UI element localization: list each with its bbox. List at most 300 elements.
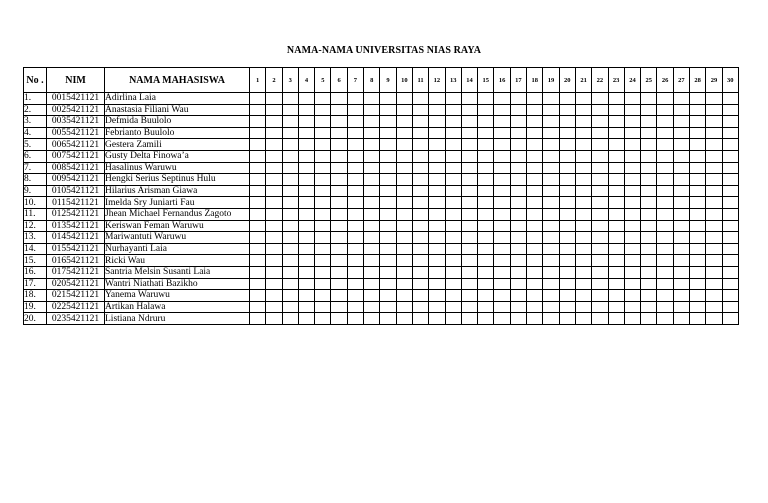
attendance-cell[interactable] bbox=[298, 104, 314, 116]
attendance-cell[interactable] bbox=[445, 174, 461, 186]
attendance-cell[interactable] bbox=[592, 290, 608, 302]
attendance-cell[interactable] bbox=[445, 127, 461, 139]
attendance-cell[interactable] bbox=[575, 232, 591, 244]
attendance-cell[interactable] bbox=[543, 185, 559, 197]
attendance-cell[interactable] bbox=[396, 243, 412, 255]
attendance-cell[interactable] bbox=[396, 150, 412, 162]
attendance-cell[interactable] bbox=[673, 116, 689, 128]
attendance-cell[interactable] bbox=[722, 93, 738, 105]
attendance-cell[interactable] bbox=[706, 139, 722, 151]
attendance-cell[interactable] bbox=[657, 266, 673, 278]
attendance-cell[interactable] bbox=[624, 116, 640, 128]
attendance-cell[interactable] bbox=[641, 301, 657, 313]
attendance-cell[interactable] bbox=[706, 116, 722, 128]
attendance-cell[interactable] bbox=[282, 139, 298, 151]
attendance-cell[interactable] bbox=[527, 174, 543, 186]
attendance-cell[interactable] bbox=[608, 197, 624, 209]
attendance-cell[interactable] bbox=[608, 185, 624, 197]
attendance-cell[interactable] bbox=[396, 278, 412, 290]
attendance-cell[interactable] bbox=[331, 150, 347, 162]
attendance-cell[interactable] bbox=[510, 162, 526, 174]
attendance-cell[interactable] bbox=[396, 313, 412, 325]
attendance-cell[interactable] bbox=[657, 278, 673, 290]
attendance-cell[interactable] bbox=[641, 220, 657, 232]
attendance-cell[interactable] bbox=[722, 116, 738, 128]
attendance-cell[interactable] bbox=[282, 185, 298, 197]
attendance-cell[interactable] bbox=[543, 208, 559, 220]
attendance-cell[interactable] bbox=[250, 174, 266, 186]
attendance-cell[interactable] bbox=[429, 290, 445, 302]
attendance-cell[interactable] bbox=[282, 93, 298, 105]
attendance-cell[interactable] bbox=[347, 243, 363, 255]
attendance-cell[interactable] bbox=[706, 93, 722, 105]
attendance-cell[interactable] bbox=[445, 139, 461, 151]
attendance-cell[interactable] bbox=[641, 174, 657, 186]
attendance-cell[interactable] bbox=[592, 208, 608, 220]
attendance-cell[interactable] bbox=[331, 290, 347, 302]
attendance-cell[interactable] bbox=[315, 116, 331, 128]
attendance-cell[interactable] bbox=[478, 208, 494, 220]
attendance-cell[interactable] bbox=[510, 266, 526, 278]
attendance-cell[interactable] bbox=[445, 232, 461, 244]
attendance-cell[interactable] bbox=[478, 185, 494, 197]
attendance-cell[interactable] bbox=[706, 220, 722, 232]
attendance-cell[interactable] bbox=[331, 174, 347, 186]
attendance-cell[interactable] bbox=[543, 139, 559, 151]
attendance-cell[interactable] bbox=[624, 185, 640, 197]
attendance-cell[interactable] bbox=[331, 208, 347, 220]
attendance-cell[interactable] bbox=[315, 220, 331, 232]
attendance-cell[interactable] bbox=[559, 255, 575, 267]
attendance-cell[interactable] bbox=[624, 208, 640, 220]
attendance-cell[interactable] bbox=[461, 208, 477, 220]
attendance-cell[interactable] bbox=[673, 278, 689, 290]
attendance-cell[interactable] bbox=[412, 127, 428, 139]
attendance-cell[interactable] bbox=[315, 150, 331, 162]
attendance-cell[interactable] bbox=[298, 150, 314, 162]
attendance-cell[interactable] bbox=[445, 185, 461, 197]
attendance-cell[interactable] bbox=[250, 185, 266, 197]
attendance-cell[interactable] bbox=[298, 208, 314, 220]
attendance-cell[interactable] bbox=[543, 301, 559, 313]
attendance-cell[interactable] bbox=[641, 104, 657, 116]
attendance-cell[interactable] bbox=[396, 266, 412, 278]
attendance-cell[interactable] bbox=[266, 104, 282, 116]
attendance-cell[interactable] bbox=[429, 301, 445, 313]
attendance-cell[interactable] bbox=[657, 93, 673, 105]
attendance-cell[interactable] bbox=[494, 220, 510, 232]
attendance-cell[interactable] bbox=[543, 313, 559, 325]
attendance-cell[interactable] bbox=[575, 301, 591, 313]
attendance-cell[interactable] bbox=[315, 127, 331, 139]
attendance-cell[interactable] bbox=[364, 93, 380, 105]
attendance-cell[interactable] bbox=[608, 208, 624, 220]
attendance-cell[interactable] bbox=[706, 301, 722, 313]
attendance-cell[interactable] bbox=[282, 127, 298, 139]
attendance-cell[interactable] bbox=[250, 162, 266, 174]
attendance-cell[interactable] bbox=[657, 232, 673, 244]
attendance-cell[interactable] bbox=[380, 150, 396, 162]
attendance-cell[interactable] bbox=[706, 313, 722, 325]
attendance-cell[interactable] bbox=[315, 243, 331, 255]
attendance-cell[interactable] bbox=[527, 301, 543, 313]
attendance-cell[interactable] bbox=[494, 197, 510, 209]
attendance-cell[interactable] bbox=[282, 197, 298, 209]
attendance-cell[interactable] bbox=[364, 290, 380, 302]
attendance-cell[interactable] bbox=[559, 139, 575, 151]
attendance-cell[interactable] bbox=[347, 162, 363, 174]
attendance-cell[interactable] bbox=[282, 208, 298, 220]
attendance-cell[interactable] bbox=[396, 208, 412, 220]
attendance-cell[interactable] bbox=[347, 150, 363, 162]
attendance-cell[interactable] bbox=[266, 197, 282, 209]
attendance-cell[interactable] bbox=[412, 185, 428, 197]
attendance-cell[interactable] bbox=[250, 150, 266, 162]
attendance-cell[interactable] bbox=[282, 104, 298, 116]
attendance-cell[interactable] bbox=[266, 290, 282, 302]
attendance-cell[interactable] bbox=[722, 232, 738, 244]
attendance-cell[interactable] bbox=[543, 197, 559, 209]
attendance-cell[interactable] bbox=[331, 93, 347, 105]
attendance-cell[interactable] bbox=[250, 104, 266, 116]
attendance-cell[interactable] bbox=[380, 220, 396, 232]
attendance-cell[interactable] bbox=[722, 150, 738, 162]
attendance-cell[interactable] bbox=[722, 243, 738, 255]
attendance-cell[interactable] bbox=[412, 290, 428, 302]
attendance-cell[interactable] bbox=[543, 266, 559, 278]
attendance-cell[interactable] bbox=[706, 290, 722, 302]
attendance-cell[interactable] bbox=[250, 232, 266, 244]
attendance-cell[interactable] bbox=[673, 290, 689, 302]
attendance-cell[interactable] bbox=[461, 255, 477, 267]
attendance-cell[interactable] bbox=[624, 278, 640, 290]
attendance-cell[interactable] bbox=[266, 255, 282, 267]
attendance-cell[interactable] bbox=[396, 116, 412, 128]
attendance-cell[interactable] bbox=[673, 243, 689, 255]
attendance-cell[interactable] bbox=[331, 127, 347, 139]
attendance-cell[interactable] bbox=[657, 150, 673, 162]
attendance-cell[interactable] bbox=[722, 174, 738, 186]
attendance-cell[interactable] bbox=[461, 243, 477, 255]
attendance-cell[interactable] bbox=[624, 220, 640, 232]
attendance-cell[interactable] bbox=[364, 185, 380, 197]
attendance-cell[interactable] bbox=[412, 301, 428, 313]
attendance-cell[interactable] bbox=[559, 208, 575, 220]
attendance-cell[interactable] bbox=[722, 278, 738, 290]
attendance-cell[interactable] bbox=[494, 313, 510, 325]
attendance-cell[interactable] bbox=[592, 243, 608, 255]
attendance-cell[interactable] bbox=[543, 278, 559, 290]
attendance-cell[interactable] bbox=[624, 104, 640, 116]
attendance-cell[interactable] bbox=[706, 104, 722, 116]
attendance-cell[interactable] bbox=[461, 266, 477, 278]
attendance-cell[interactable] bbox=[575, 197, 591, 209]
attendance-cell[interactable] bbox=[527, 278, 543, 290]
attendance-cell[interactable] bbox=[673, 185, 689, 197]
attendance-cell[interactable] bbox=[478, 266, 494, 278]
attendance-cell[interactable] bbox=[543, 116, 559, 128]
attendance-cell[interactable] bbox=[250, 93, 266, 105]
attendance-cell[interactable] bbox=[298, 255, 314, 267]
attendance-cell[interactable] bbox=[298, 116, 314, 128]
attendance-cell[interactable] bbox=[592, 301, 608, 313]
attendance-cell[interactable] bbox=[608, 220, 624, 232]
attendance-cell[interactable] bbox=[412, 197, 428, 209]
attendance-cell[interactable] bbox=[657, 116, 673, 128]
attendance-cell[interactable] bbox=[364, 220, 380, 232]
attendance-cell[interactable] bbox=[722, 197, 738, 209]
attendance-cell[interactable] bbox=[575, 266, 591, 278]
attendance-cell[interactable] bbox=[266, 139, 282, 151]
attendance-cell[interactable] bbox=[266, 266, 282, 278]
attendance-cell[interactable] bbox=[250, 116, 266, 128]
attendance-cell[interactable] bbox=[298, 93, 314, 105]
attendance-cell[interactable] bbox=[575, 116, 591, 128]
attendance-cell[interactable] bbox=[592, 232, 608, 244]
attendance-cell[interactable] bbox=[429, 150, 445, 162]
attendance-cell[interactable] bbox=[347, 301, 363, 313]
attendance-cell[interactable] bbox=[657, 255, 673, 267]
attendance-cell[interactable] bbox=[380, 104, 396, 116]
attendance-cell[interactable] bbox=[331, 220, 347, 232]
attendance-cell[interactable] bbox=[527, 139, 543, 151]
attendance-cell[interactable] bbox=[364, 139, 380, 151]
attendance-cell[interactable] bbox=[575, 255, 591, 267]
attendance-cell[interactable] bbox=[722, 104, 738, 116]
attendance-cell[interactable] bbox=[266, 301, 282, 313]
attendance-cell[interactable] bbox=[380, 313, 396, 325]
attendance-cell[interactable] bbox=[543, 243, 559, 255]
attendance-cell[interactable] bbox=[722, 255, 738, 267]
attendance-cell[interactable] bbox=[575, 208, 591, 220]
attendance-cell[interactable] bbox=[315, 208, 331, 220]
attendance-cell[interactable] bbox=[364, 301, 380, 313]
attendance-cell[interactable] bbox=[543, 290, 559, 302]
attendance-cell[interactable] bbox=[380, 127, 396, 139]
attendance-cell[interactable] bbox=[641, 93, 657, 105]
attendance-cell[interactable] bbox=[331, 232, 347, 244]
attendance-cell[interactable] bbox=[494, 150, 510, 162]
attendance-cell[interactable] bbox=[559, 220, 575, 232]
attendance-cell[interactable] bbox=[380, 208, 396, 220]
attendance-cell[interactable] bbox=[429, 127, 445, 139]
attendance-cell[interactable] bbox=[364, 150, 380, 162]
attendance-cell[interactable] bbox=[445, 301, 461, 313]
attendance-cell[interactable] bbox=[706, 174, 722, 186]
attendance-cell[interactable] bbox=[396, 220, 412, 232]
attendance-cell[interactable] bbox=[624, 255, 640, 267]
attendance-cell[interactable] bbox=[380, 162, 396, 174]
attendance-cell[interactable] bbox=[250, 127, 266, 139]
attendance-cell[interactable] bbox=[380, 266, 396, 278]
attendance-cell[interactable] bbox=[592, 313, 608, 325]
attendance-cell[interactable] bbox=[364, 174, 380, 186]
attendance-cell[interactable] bbox=[380, 174, 396, 186]
attendance-cell[interactable] bbox=[510, 116, 526, 128]
attendance-cell[interactable] bbox=[510, 139, 526, 151]
attendance-cell[interactable] bbox=[478, 162, 494, 174]
attendance-cell[interactable] bbox=[347, 266, 363, 278]
attendance-cell[interactable] bbox=[559, 127, 575, 139]
attendance-cell[interactable] bbox=[592, 139, 608, 151]
attendance-cell[interactable] bbox=[559, 266, 575, 278]
attendance-cell[interactable] bbox=[396, 162, 412, 174]
attendance-cell[interactable] bbox=[722, 139, 738, 151]
attendance-cell[interactable] bbox=[315, 313, 331, 325]
attendance-cell[interactable] bbox=[494, 104, 510, 116]
attendance-cell[interactable] bbox=[543, 104, 559, 116]
attendance-cell[interactable] bbox=[282, 174, 298, 186]
attendance-cell[interactable] bbox=[478, 278, 494, 290]
attendance-cell[interactable] bbox=[657, 185, 673, 197]
attendance-cell[interactable] bbox=[690, 150, 706, 162]
attendance-cell[interactable] bbox=[624, 162, 640, 174]
attendance-cell[interactable] bbox=[412, 278, 428, 290]
attendance-cell[interactable] bbox=[575, 290, 591, 302]
attendance-cell[interactable] bbox=[559, 197, 575, 209]
attendance-cell[interactable] bbox=[575, 243, 591, 255]
attendance-cell[interactable] bbox=[559, 243, 575, 255]
attendance-cell[interactable] bbox=[478, 139, 494, 151]
attendance-cell[interactable] bbox=[250, 278, 266, 290]
attendance-cell[interactable] bbox=[543, 220, 559, 232]
attendance-cell[interactable] bbox=[494, 301, 510, 313]
attendance-cell[interactable] bbox=[706, 232, 722, 244]
attendance-cell[interactable] bbox=[315, 301, 331, 313]
attendance-cell[interactable] bbox=[380, 243, 396, 255]
attendance-cell[interactable] bbox=[575, 220, 591, 232]
attendance-cell[interactable] bbox=[494, 174, 510, 186]
attendance-cell[interactable] bbox=[380, 278, 396, 290]
attendance-cell[interactable] bbox=[592, 162, 608, 174]
attendance-cell[interactable] bbox=[624, 139, 640, 151]
attendance-cell[interactable] bbox=[315, 197, 331, 209]
attendance-cell[interactable] bbox=[315, 290, 331, 302]
attendance-cell[interactable] bbox=[494, 243, 510, 255]
attendance-cell[interactable] bbox=[315, 255, 331, 267]
attendance-cell[interactable] bbox=[396, 104, 412, 116]
attendance-cell[interactable] bbox=[608, 139, 624, 151]
attendance-cell[interactable] bbox=[478, 290, 494, 302]
attendance-cell[interactable] bbox=[690, 185, 706, 197]
attendance-cell[interactable] bbox=[347, 104, 363, 116]
attendance-cell[interactable] bbox=[641, 208, 657, 220]
attendance-cell[interactable] bbox=[657, 290, 673, 302]
attendance-cell[interactable] bbox=[445, 116, 461, 128]
attendance-cell[interactable] bbox=[331, 139, 347, 151]
attendance-cell[interactable] bbox=[575, 174, 591, 186]
attendance-cell[interactable] bbox=[527, 185, 543, 197]
attendance-cell[interactable] bbox=[559, 290, 575, 302]
attendance-cell[interactable] bbox=[624, 93, 640, 105]
attendance-cell[interactable] bbox=[266, 162, 282, 174]
attendance-cell[interactable] bbox=[364, 162, 380, 174]
attendance-cell[interactable] bbox=[412, 255, 428, 267]
attendance-cell[interactable] bbox=[282, 301, 298, 313]
attendance-cell[interactable] bbox=[527, 104, 543, 116]
attendance-cell[interactable] bbox=[641, 243, 657, 255]
attendance-cell[interactable] bbox=[592, 266, 608, 278]
attendance-cell[interactable] bbox=[445, 255, 461, 267]
attendance-cell[interactable] bbox=[690, 290, 706, 302]
attendance-cell[interactable] bbox=[461, 162, 477, 174]
attendance-cell[interactable] bbox=[510, 313, 526, 325]
attendance-cell[interactable] bbox=[380, 301, 396, 313]
attendance-cell[interactable] bbox=[494, 185, 510, 197]
attendance-cell[interactable] bbox=[592, 116, 608, 128]
attendance-cell[interactable] bbox=[478, 301, 494, 313]
attendance-cell[interactable] bbox=[478, 127, 494, 139]
attendance-cell[interactable] bbox=[331, 243, 347, 255]
attendance-cell[interactable] bbox=[461, 185, 477, 197]
attendance-cell[interactable] bbox=[527, 197, 543, 209]
attendance-cell[interactable] bbox=[592, 220, 608, 232]
attendance-cell[interactable] bbox=[298, 127, 314, 139]
attendance-cell[interactable] bbox=[494, 278, 510, 290]
attendance-cell[interactable] bbox=[347, 278, 363, 290]
attendance-cell[interactable] bbox=[494, 93, 510, 105]
attendance-cell[interactable] bbox=[266, 220, 282, 232]
attendance-cell[interactable] bbox=[315, 232, 331, 244]
attendance-cell[interactable] bbox=[608, 174, 624, 186]
attendance-cell[interactable] bbox=[364, 197, 380, 209]
attendance-cell[interactable] bbox=[575, 278, 591, 290]
attendance-cell[interactable] bbox=[250, 301, 266, 313]
attendance-cell[interactable] bbox=[364, 266, 380, 278]
attendance-cell[interactable] bbox=[347, 208, 363, 220]
attendance-cell[interactable] bbox=[608, 278, 624, 290]
attendance-cell[interactable] bbox=[347, 197, 363, 209]
attendance-cell[interactable] bbox=[690, 208, 706, 220]
attendance-cell[interactable] bbox=[510, 290, 526, 302]
attendance-cell[interactable] bbox=[364, 278, 380, 290]
attendance-cell[interactable] bbox=[510, 278, 526, 290]
attendance-cell[interactable] bbox=[706, 208, 722, 220]
attendance-cell[interactable] bbox=[559, 104, 575, 116]
attendance-cell[interactable] bbox=[559, 313, 575, 325]
attendance-cell[interactable] bbox=[412, 150, 428, 162]
attendance-cell[interactable] bbox=[690, 266, 706, 278]
attendance-cell[interactable] bbox=[722, 162, 738, 174]
attendance-cell[interactable] bbox=[608, 313, 624, 325]
attendance-cell[interactable] bbox=[445, 220, 461, 232]
attendance-cell[interactable] bbox=[624, 266, 640, 278]
attendance-cell[interactable] bbox=[445, 290, 461, 302]
attendance-cell[interactable] bbox=[298, 278, 314, 290]
attendance-cell[interactable] bbox=[347, 220, 363, 232]
attendance-cell[interactable] bbox=[624, 290, 640, 302]
attendance-cell[interactable] bbox=[641, 150, 657, 162]
attendance-cell[interactable] bbox=[527, 127, 543, 139]
attendance-cell[interactable] bbox=[608, 290, 624, 302]
attendance-cell[interactable] bbox=[657, 162, 673, 174]
attendance-cell[interactable] bbox=[282, 220, 298, 232]
attendance-cell[interactable] bbox=[396, 232, 412, 244]
attendance-cell[interactable] bbox=[510, 104, 526, 116]
attendance-cell[interactable] bbox=[690, 301, 706, 313]
attendance-cell[interactable] bbox=[624, 174, 640, 186]
attendance-cell[interactable] bbox=[510, 93, 526, 105]
attendance-cell[interactable] bbox=[429, 116, 445, 128]
attendance-cell[interactable] bbox=[690, 139, 706, 151]
attendance-cell[interactable] bbox=[298, 301, 314, 313]
attendance-cell[interactable] bbox=[396, 174, 412, 186]
attendance-cell[interactable] bbox=[380, 197, 396, 209]
attendance-cell[interactable] bbox=[690, 220, 706, 232]
attendance-cell[interactable] bbox=[494, 290, 510, 302]
attendance-cell[interactable] bbox=[657, 197, 673, 209]
attendance-cell[interactable] bbox=[266, 208, 282, 220]
